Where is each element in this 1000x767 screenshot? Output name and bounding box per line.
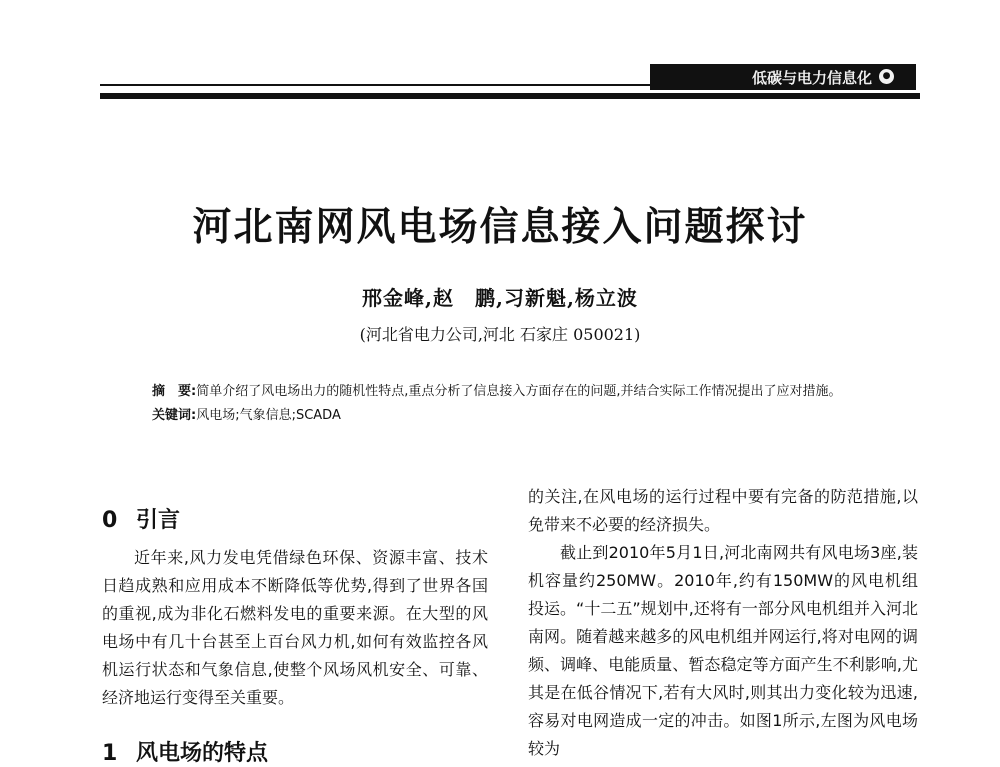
- journal-name: 低碳与电力信息化: [751, 68, 872, 87]
- section-number: 1: [102, 741, 118, 766]
- journal-logo-icon: ●: [879, 69, 894, 84]
- keywords-text: 风电场;气象信息;SCADA: [196, 408, 341, 423]
- right-paragraph-continued: 的关注,在风电场的运行过程中要有完备的防范措施,以免带来不必要的经济损失。: [528, 487, 918, 534]
- header-rule-thin: [100, 84, 650, 86]
- keywords-label: 关键词:: [152, 408, 197, 423]
- right-paragraph: 截止到2010年5月1日,河北南网共有风电场3座,装机容量约250MW。2010年,约有150MW的风电机组投运。“十二五”规划中,还将有一部分风电机组并入河北南网。随着越来越多的风电机组并网运行,将对电网的调频、调峰、电能质量、暂态稳定等方面产生不利影响,尤其是在低谷情况下,若有大风时,则其出力变化较为迅速,容易对电网造成一定的冲击。如图1所示,左图为风电场较为: [528, 543, 918, 758]
- section-number: 0: [102, 508, 118, 533]
- section-title: 风电场的特点: [136, 741, 269, 766]
- paper-title: 河北南网风电场信息接入问题探讨: [192, 204, 808, 250]
- section-heading-intro: [102, 503, 180, 534]
- abstract: [152, 380, 877, 404]
- affiliation: (河北省电力公司,河北 石家庄 050021): [359, 325, 641, 344]
- journal-banner: [650, 64, 916, 90]
- keywords: [152, 404, 877, 428]
- authors: 邢金峰,赵 鹏,习新魁,杨立波: [362, 286, 638, 310]
- abstract-label: 摘 要:: [152, 384, 197, 399]
- section-heading-features: [102, 736, 268, 767]
- section-title: 引言: [136, 508, 181, 533]
- intro-paragraph: 近年来,风力发电凭借绿色环保、资源丰富、技术日趋成熟和应用成本不断降低等优势,得到了世界各国的重视,成为非化石燃料发电的重要来源。在大型的风电场中有几十台甚至上百台风力机,如何有效监控各风机运行状态和气象信息,使整个风场风机安全、可靠、经济地运行变得至关重要。: [102, 548, 488, 707]
- header-rule-thick: [100, 93, 920, 99]
- abstract-text: 简单介绍了风电场出力的随机性特点,重点分析了信息接入方面存在的问题,并结合实际工作情况提出了应对措施。: [196, 384, 842, 399]
- abstract-block: [152, 380, 877, 428]
